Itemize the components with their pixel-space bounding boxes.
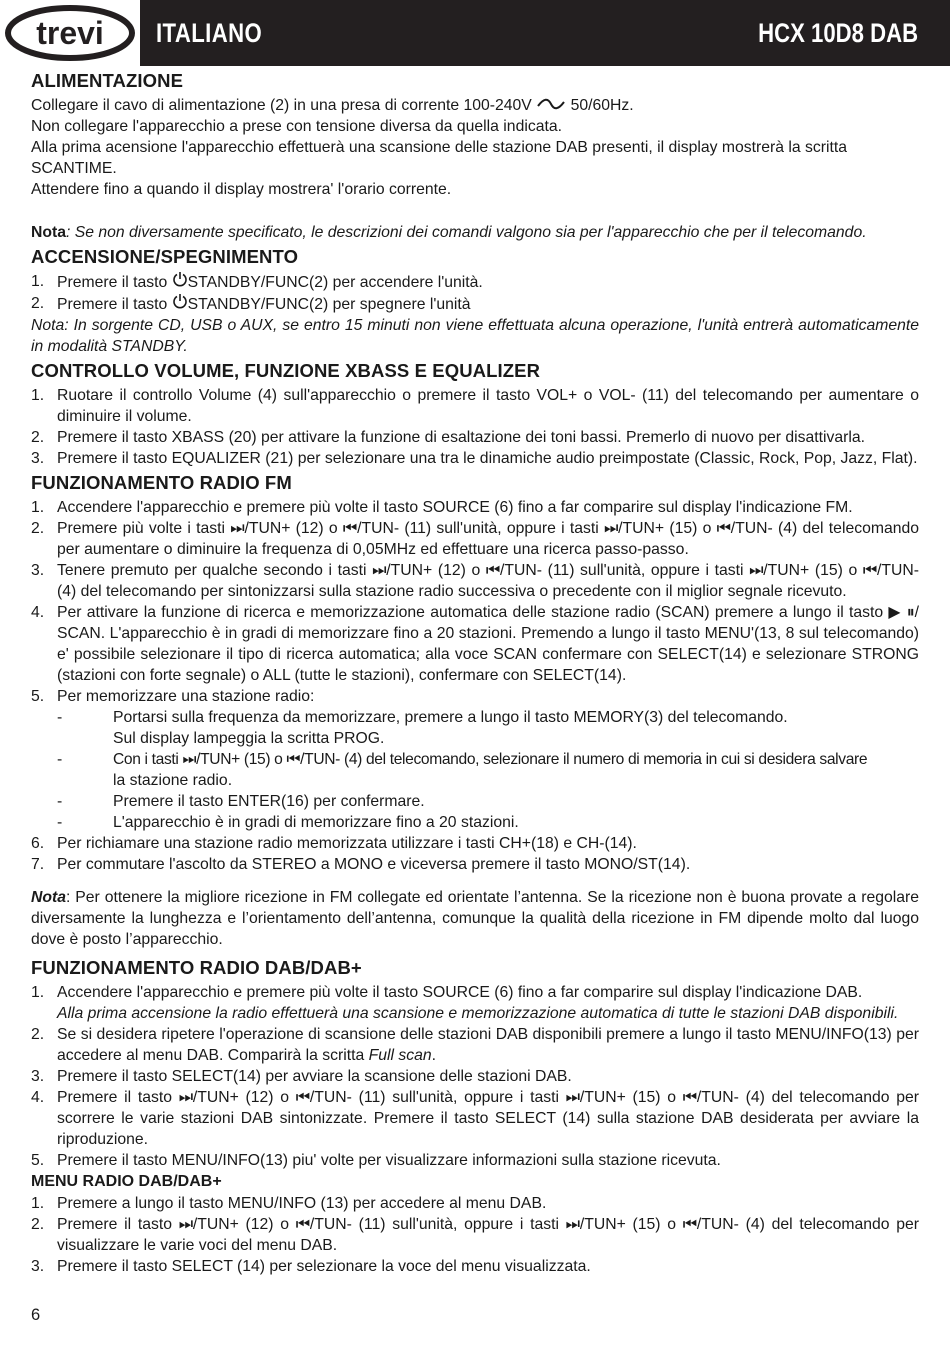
dash: -: [57, 814, 63, 831]
list-number: 5.: [31, 688, 45, 705]
text: Per richiamare una stazione radio memorizzata utilizzare i tasti CH+(18) e CH-(14).: [57, 835, 637, 852]
list-number: 2.: [31, 1026, 45, 1043]
paragraph: Non collegare l'apparecchio a prese con tensione diversa da quella indicata.: [31, 118, 562, 135]
list-number: 1.: [31, 387, 45, 404]
power-icon: [172, 296, 188, 313]
list-item: [31, 427, 919, 448]
list-number: 6.: [31, 835, 45, 852]
list-item: [31, 854, 919, 875]
note-text: : Se non diversamente specificato, le descrizioni dei comandi valgono sia per l'apparecchio che per il telecomando.: [66, 224, 867, 241]
list: [31, 497, 919, 707]
list-number: 1.: [31, 499, 45, 516]
list: [31, 385, 919, 469]
section-title-fm: FUNZIONAMENTO RADIO FM: [31, 472, 292, 493]
dash: -: [57, 793, 63, 810]
page-content: [31, 67, 919, 1277]
trevi-logo-icon: [0, 0, 140, 66]
list-number: 2.: [31, 429, 45, 446]
text: Premere il tasto: [57, 296, 172, 313]
paragraph: [31, 95, 919, 116]
text: Per commutare l'ascolto da STEREO a MONO e viceversa premere il tasto MONO/ST(14).: [57, 856, 691, 873]
list-item: [31, 560, 919, 602]
power-icon: [172, 274, 188, 291]
text: .: [431, 1047, 437, 1064]
text: Accendere l'apparecchio e premere più volte il tasto SOURCE (6) fino a far comparire sul display l'indicazione FM.: [57, 499, 853, 516]
section-title-alimentazione: ALIMENTAZIONE: [31, 70, 184, 91]
page-number: 6: [31, 1306, 41, 1324]
text: Per attivare la funzione di ricerca e memorizzazione automatica delle stazione radio (SCAN) premere a lungo il tasto ▶ ⏸/ SCAN. L'apparecchio è in gradi di memorizzare fino a 20 stazioni. Premendo a lungo il tasto MENU'(13, 8 sul telecomando) e' possibile selezionare il tipo di ricerca automatica; alla voce SCAN confermare con SELECT(14) e selezionare STRONG (stazioni con forte segnale) o ALL (tutte le stazioni), confermare con SELECT(14).: [57, 604, 919, 684]
language-label: ITALIANO: [156, 18, 263, 48]
text: Premere il tasto MENU/INFO(13) piu' volte per visualizzare informazioni sulla stazione ricevuta.: [57, 1152, 721, 1169]
list-item: [31, 448, 919, 469]
svg-text:trevi: trevi: [36, 15, 104, 51]
list-number: 7.: [31, 856, 45, 873]
sub-item: [31, 749, 919, 791]
list-number: 2.: [31, 1216, 45, 1233]
ac-wave-icon: [536, 97, 566, 114]
list: [31, 1193, 919, 1277]
text: Alla prima accensione la radio effettuerà una scansione e memorizzazione automatica di tutte le stazioni DAB disponibili.: [57, 1005, 899, 1022]
list-item: [31, 518, 919, 560]
text: Se si desidera ripetere l'operazione di scansione delle stazioni DAB disponibili premere a lungo il tasto MENU/INFO(13) per accedere al menu DAB. Comparirà la scritta: [57, 1026, 919, 1064]
note-text: : Per ottenere la migliore ricezione in FM collegate ed orientate l’antenna. Se la ricezione non è buona provate a regolare diversamente la lunghezza e l’orientamento dell’antenna, comunque la qualità della ricezione in FM dipende molto dal luogo dove è posto l’apparecchio.: [31, 889, 919, 948]
list-item: [31, 1193, 919, 1214]
text: Premere il tasto XBASS (20) per attivare la funzione di esaltazione dei toni bassi. Premerlo di nuovo per disattivarla.: [57, 429, 866, 446]
list-number: 1.: [31, 273, 45, 290]
list-number: 3.: [31, 562, 45, 579]
list-item: [31, 1087, 919, 1150]
list-number: 1.: [31, 984, 45, 1001]
text: Full scan: [368, 1047, 432, 1064]
text: Per memorizzare una stazione radio:: [57, 688, 315, 705]
list: [31, 271, 919, 315]
text: Tenere premuto per qualche secondo i tasti ⏭/TUN+ (12) o ⏮/TUN- (11) sull'unità, oppure i tasti ⏭/TUN+ (15) o ⏮/TUN- (4) del telecomando per sintonizzarsi sulla stazione radio successiva o precedente con il miglior segnale ricevuto.: [57, 562, 919, 600]
text: Premere il tasto EQUALIZER (21) per selezionare una tra le dinamiche audio preimpostate (Classic, Rock, Pop, Jazz, Flat).: [57, 450, 918, 467]
list: [31, 982, 919, 1171]
paragraph: Attendere fino a quando il display mostrera' l'orario corrente.: [31, 181, 452, 198]
list-item: [31, 497, 919, 518]
list-number: 2.: [31, 295, 45, 312]
text: la stazione radio.: [113, 772, 233, 789]
list-item: [31, 982, 919, 1024]
list-item: [31, 602, 919, 686]
text: Premere il tasto ⏭/TUN+ (12) o ⏮/TUN- (11) sull'unità, oppure i tasti ⏭/TUN+ (15) o ⏮/TUN- (4) del telecomando per visualizzare le varie voci del menu DAB.: [57, 1216, 919, 1254]
sub-item: [31, 707, 919, 749]
list-item: [31, 1066, 919, 1087]
dash: -: [57, 751, 63, 768]
list-item: [31, 293, 919, 315]
sub-item: [31, 812, 919, 833]
list-item: [31, 686, 919, 707]
text: 50/60Hz.: [570, 97, 634, 114]
list-item: [31, 833, 919, 854]
text: Premere il tasto: [57, 274, 172, 291]
text: Premere il tasto ENTER(16) per confermare.: [113, 793, 425, 810]
page-header: [0, 0, 950, 66]
list-number: 2.: [31, 520, 45, 537]
text: Premere il tasto SELECT (14) per selezionare la voce del menu visualizzata.: [57, 1258, 591, 1275]
list-item: [31, 1150, 919, 1171]
sub-item: [31, 791, 919, 812]
list-number: 3.: [31, 450, 45, 467]
subsection-title-menu-dab: MENU RADIO DAB/DAB+: [31, 1173, 222, 1190]
text: STANDBY/FUNC(2) per accendere l'unità.: [187, 274, 483, 291]
text: Sul display lampeggia la scritta PROG.: [113, 730, 385, 747]
list-number: 3.: [31, 1068, 45, 1085]
note: Nota: In sorgente CD, USB o AUX, se entro 15 minuti non viene effettuata alcuna operazione, l'unità entrerà automaticamente in modalità STANDBY.: [31, 317, 919, 355]
section-title-volume: CONTROLLO VOLUME, FUNZIONE XBASS E EQUALIZER: [31, 360, 541, 381]
text: Premere più volte i tasti ⏭/TUN+ (12) o ⏮/TUN- (11) sull'unità, oppure i tasti ⏭/TUN+ (15) o ⏮/TUN- (4) del telecomando per aumentare o diminuire la frequenza di 0,05MHz ed effettuare una ricerca passo-passo.: [57, 520, 919, 558]
paragraph: Alla prima acensione l'apparecchio effettuerà una scansione delle stazione DAB presenti, il display mostrerà la scritta SCANTIME.: [31, 139, 848, 177]
text: Portarsi sulla frequenza da memorizzare, premere a lungo il tasto MEMORY(3) del telecomando.: [113, 709, 788, 726]
text: L'apparecchio è in gradi di memorizzare fino a 20 stazioni.: [113, 814, 519, 831]
list-item: [31, 1024, 919, 1066]
note: [31, 887, 919, 950]
list-number: 5.: [31, 1152, 45, 1169]
text: Premere il tasto SELECT(14) per avviare la scansione delle stazioni DAB.: [57, 1068, 572, 1085]
list-item: [31, 1214, 919, 1256]
note-label: Nota: [31, 224, 66, 241]
note: [31, 222, 919, 243]
text: Con i tasti ⏭/TUN+ (15) o ⏮/TUN- (4) del telecomando, selezionare il numero di memoria in cui si desidera salvare: [113, 751, 868, 768]
list-number: 4.: [31, 1089, 45, 1106]
note-label: Nota: [31, 889, 66, 906]
list-item: [31, 385, 919, 427]
list-number: 3.: [31, 1258, 45, 1275]
text: Collegare il cavo di alimentazione (2) in una presa di corrente 100-240V: [31, 97, 532, 114]
section-title-dab: FUNZIONAMENTO RADIO DAB/DAB+: [31, 957, 362, 978]
list-number: 1.: [31, 1195, 45, 1212]
text: Ruotare il controllo Volume (4) sull'apparecchio o premere il tasto VOL+ o VOL- (11) del telecomando per aumentare o diminuire il volume.: [57, 387, 919, 425]
list-item: [31, 271, 919, 293]
section-title-accensione: ACCENSIONE/SPEGNIMENTO: [31, 246, 299, 267]
text: Premere il tasto ⏭/TUN+ (12) o ⏮/TUN- (11) sull'unità, oppure i tasti ⏭/TUN+ (15) o ⏮/TUN- (4) del telecomando per scorrere le varie stazioni DAB sintonizzate. Premere il tasto SELECT (14) sulla stazione DAB desiderata per avviare la riproduzione.: [57, 1089, 919, 1148]
text: Accendere l'apparecchio e premere più volte il tasto SOURCE (6) fino a far comparire sul display l'indicazione DAB.: [57, 984, 863, 1001]
text: Premere a lungo il tasto MENU/INFO (13) per accedere al menu DAB.: [57, 1195, 547, 1212]
list-number: 4.: [31, 604, 45, 621]
brand-logo: [0, 0, 140, 66]
list: [31, 833, 919, 875]
text: STANDBY/FUNC(2) per spegnere l'unità: [187, 296, 471, 313]
model-label: HCX 10D8 DAB: [758, 18, 918, 48]
dash: -: [57, 709, 63, 726]
list-item: [31, 1256, 919, 1277]
